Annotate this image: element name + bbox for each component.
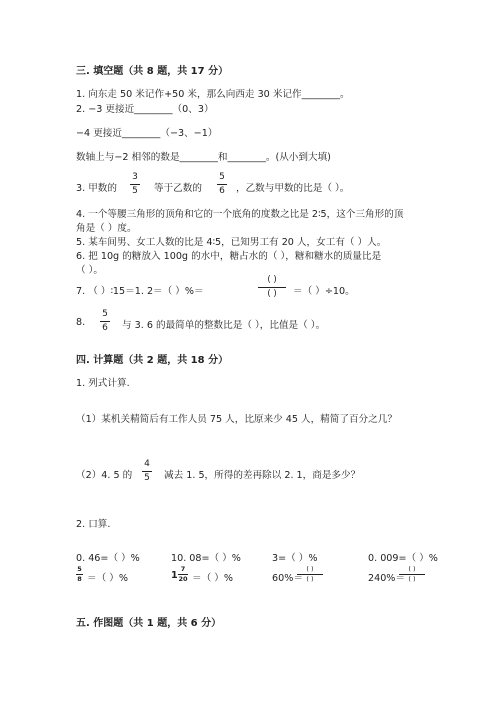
question-5: 5. 某车间男、女工人数的比是 4∶5，已知男工有 20 人，女工有（ ）人。 bbox=[76, 237, 387, 248]
fraction-denominator: ( ) bbox=[408, 574, 416, 583]
fraction-denominator: 8 bbox=[77, 574, 82, 583]
fraction-denominator: ( ) bbox=[306, 574, 314, 583]
question-7-blank-fraction bbox=[258, 276, 286, 298]
question-8-prefix: 8. bbox=[76, 317, 86, 328]
fraction-denominator: 20 bbox=[178, 574, 188, 583]
calc-question-1b-fraction bbox=[142, 460, 152, 483]
oral-blank-fraction-c bbox=[297, 566, 323, 582]
question-2a: 2. −3 更接近________（0、3） bbox=[76, 104, 214, 115]
question-2c: 数轴上与−2 相邻的数是________和________。(从小到大填) bbox=[76, 152, 331, 163]
fraction-numerator: 5 bbox=[219, 172, 225, 182]
fraction-denominator: 6 bbox=[102, 323, 108, 333]
section-4-title: 四. 计算题（共 2 题，共 18 分） bbox=[76, 355, 229, 366]
oral-item-8-prefix: 240%＝ bbox=[368, 573, 406, 584]
fraction-numerator: ( ) bbox=[267, 275, 277, 285]
oral-item-4: 0. 009=（ ）% bbox=[368, 553, 438, 564]
question-1: 1. 向东走 50 米记作+50 米，那么向西走 30 米记作________。 bbox=[76, 89, 350, 100]
calc-question-1b-prefix: （2）4. 5 的 bbox=[76, 470, 133, 481]
calc-question-1a: （1）某机关精简后有工作人员 75 人，比原来少 45 人，精简了百分之几？ bbox=[76, 414, 397, 425]
oral-item-2: 10. 08=（ ）% bbox=[171, 553, 241, 564]
question-3-middle: 等于乙数的 bbox=[154, 183, 202, 194]
fraction-denominator: 5 bbox=[144, 473, 150, 483]
calc-question-1b-suffix: 减去 1. 5，所得的差再除以 2. 1，商是多少？ bbox=[164, 470, 361, 481]
oral-item-3: 3=（ ）% bbox=[272, 553, 318, 564]
fraction-numerator: 5 bbox=[102, 309, 108, 319]
question-8-suffix: 与 3. 6 的最简单的整数比是（ ），比值是（ ）。 bbox=[122, 320, 326, 331]
question-6a: 6. 把 10g 的糖放入 100g 的水中，糖占水的（ ），糖和糖水的质量比是 bbox=[76, 251, 382, 262]
fraction-numerator: 3 bbox=[132, 172, 138, 182]
fraction-numerator: ( ) bbox=[306, 565, 314, 573]
oral-item-6-suffix: ＝（ ）% bbox=[192, 573, 233, 584]
question-4b: 角是（ ）度。 bbox=[76, 223, 137, 234]
oral-mixed-whole: 1 bbox=[171, 570, 178, 581]
question-3-fraction-2 bbox=[217, 173, 227, 196]
fraction-numerator: ( ) bbox=[408, 565, 416, 573]
section-3-title: 三. 填空题（共 8 题，共 17 分） bbox=[76, 66, 229, 77]
fraction-numerator: 4 bbox=[144, 459, 150, 469]
fraction-denominator: 6 bbox=[219, 186, 225, 196]
question-7-prefix: 7. （ ）∶15＝1. 2＝（ ）%＝ bbox=[76, 286, 204, 297]
question-4a: 4. 一个等腰三角形的顶角和它的一个底角的度数之比是 2∶5，这个三角形的顶 bbox=[76, 209, 404, 220]
question-3-prefix: 3. 甲数的 bbox=[76, 183, 117, 194]
fraction-denominator: ( ) bbox=[267, 288, 277, 299]
calc-question-1: 1. 列式计算. bbox=[76, 378, 130, 389]
question-8-fraction bbox=[100, 310, 110, 333]
fraction-denominator: 5 bbox=[132, 186, 138, 196]
oral-fraction-a bbox=[76, 566, 83, 582]
calc-question-2: 2. 口算. bbox=[76, 519, 111, 530]
oral-item-1: 0. 46=（ ）% bbox=[76, 553, 140, 564]
question-3-suffix: ，乙数与甲数的比是（ ）。 bbox=[236, 183, 350, 194]
question-2b: −4 更接近________（−3、−1） bbox=[76, 128, 218, 139]
question-7-suffix: ＝（ ）÷10。 bbox=[293, 286, 355, 297]
section-5-title: 五. 作图题（共 1 题，共 6 分） bbox=[76, 618, 222, 629]
fraction-numerator: 5 bbox=[77, 565, 82, 573]
oral-item-7-prefix: 60%＝ bbox=[272, 573, 303, 584]
oral-fraction-b bbox=[178, 566, 188, 582]
oral-blank-fraction-d bbox=[399, 566, 425, 582]
oral-item-5-suffix: ＝（ ）% bbox=[87, 573, 128, 584]
question-3-fraction-1 bbox=[130, 173, 140, 196]
fraction-numerator: 7 bbox=[180, 565, 186, 573]
question-6b: （ ）。 bbox=[76, 265, 104, 276]
